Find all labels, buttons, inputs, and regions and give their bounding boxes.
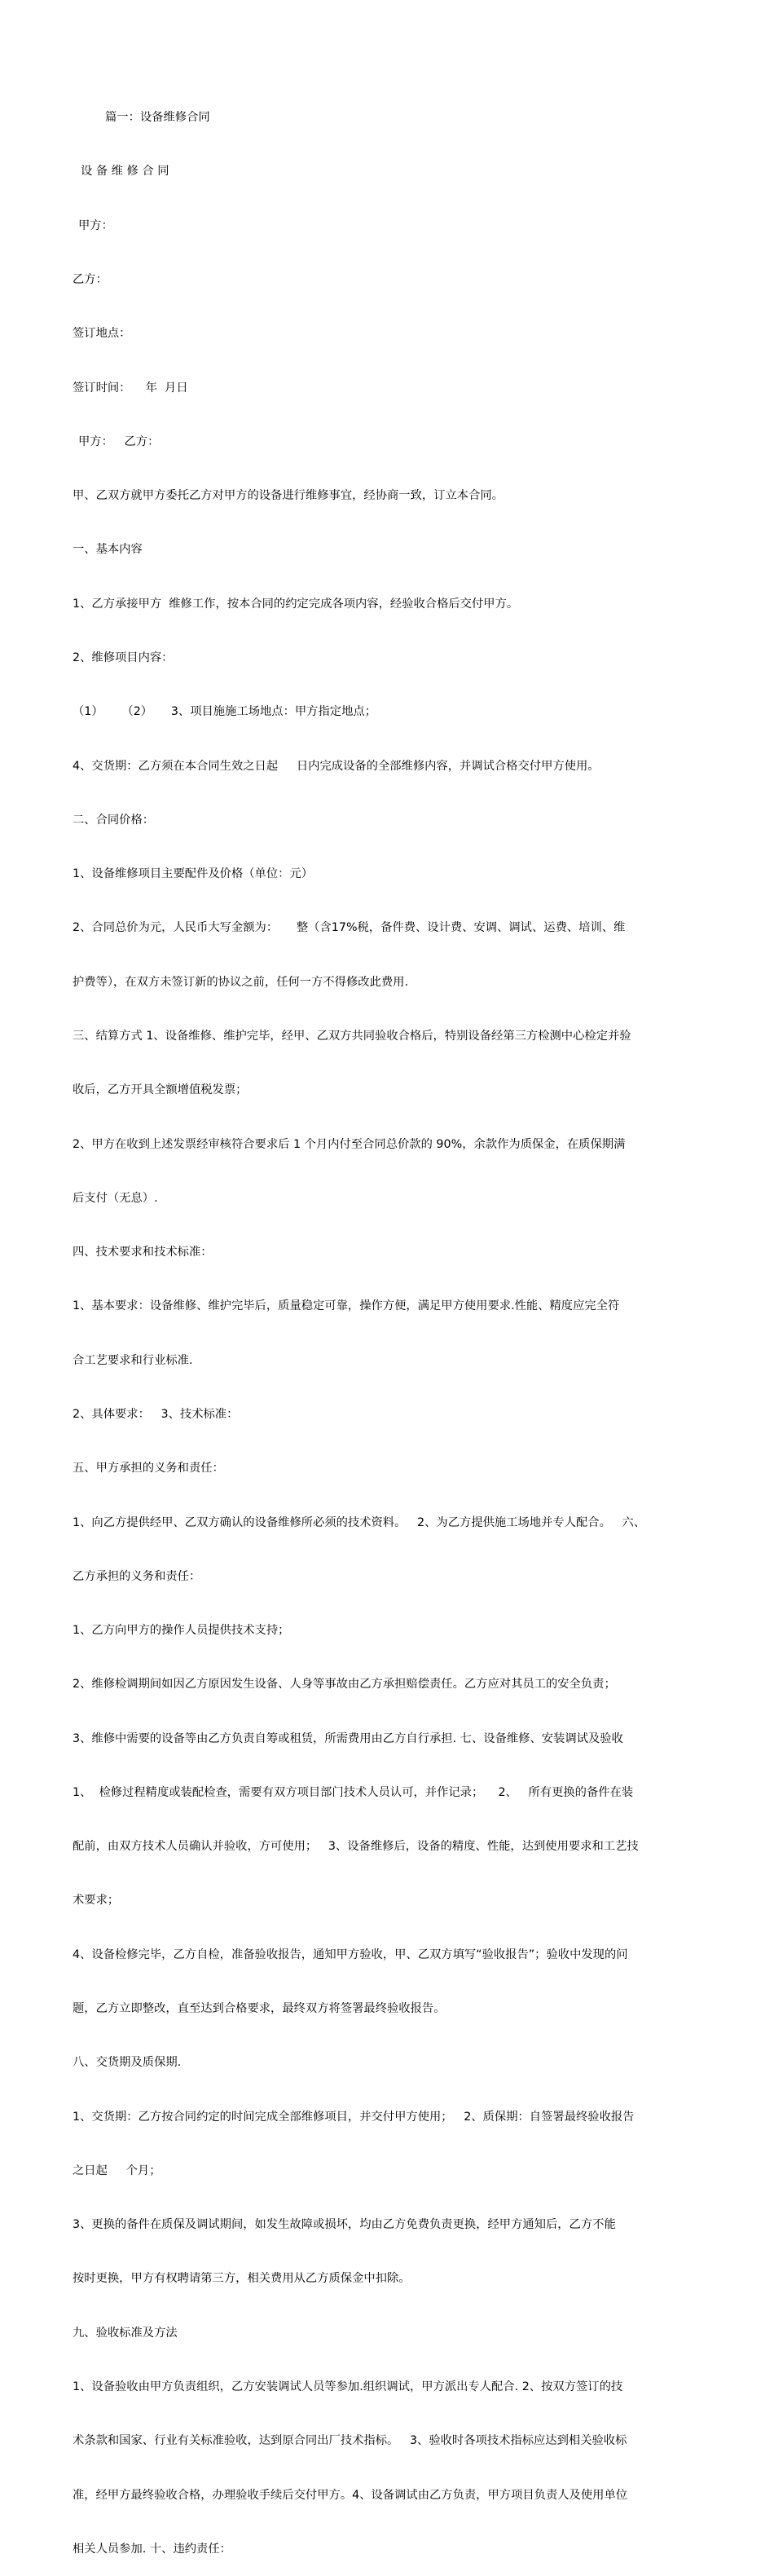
text-line: 3、维修中需要的设备等由乙方负责自筹或租赁，所需费用由乙方自行承担. 七、设备维修、安装调试及验收 (73, 1731, 623, 1745)
text-line: 1、 检修过程精度或装配检查，需要有双方项目部门技术人员认可，并作记录； 2、 所有更换的备件在装 (73, 1785, 634, 1799)
text-line: 1、向乙方提供经甲、乙双方确认的设备维修所必须的技术资料。 2、为乙方提供施工场地并专人配合。 六、 (73, 1515, 646, 1529)
text-line: 配前，由双方技术人员确认并验收，方可使用； 3、设备维修后，设备的精度、性能，达到使用要求和工艺技 (73, 1840, 639, 1854)
text-line: 2、甲方在收到上述发票经审核符合要求后 1 个月内付至合同总价款的 90%，余款作为质保金，在质保期满 (73, 1137, 626, 1151)
text-line: 4、设备检修完毕，乙方自检，准备验收报告，通知甲方验收，甲、乙双方填写“验收报告”；验收中发现的问 (73, 1947, 628, 1961)
text-line: （1） （2） 3、项目施施工场地点：甲方指定地点； (73, 705, 376, 719)
text-line: 2、合同总价为元，人民币大写金额为： 整（含17%税，备件费、设计费、安调、调试、运费、培训、维 (73, 921, 626, 935)
text-line: 3、更换的备件在质保及调试期间，如发生故障或损坏，均由乙方免费负责更换，经甲方通知后，乙方不能 (73, 2218, 616, 2232)
text-line: 术条款和国家、行业有关标准验收，达到原合同出厂技术指标。 3、验收时各项技术指标应达到相关验收标 (73, 2434, 627, 2448)
text-line: 按时更换，甲方有权聘请第三方，相关费用从乙方质保金中扣除。 (73, 2272, 411, 2286)
text-line: 2、维修检调期间如因乙方原因发生设备、人身等事故由乙方承担赔偿责任。乙方应对其员工的安全负责； (73, 1678, 616, 1692)
text-line: 收后，乙方开具全额增值税发票； (73, 1083, 248, 1097)
text-line: 准，经甲方最终验收合格，办理验收手续后交付甲方。4、设备调试由乙方负责，甲方项目负责人及使用单位 (73, 2488, 628, 2502)
text-line: 1、设备维修项目主要配件及价格（单位：元） (73, 867, 314, 881)
text-line: 4、交货期：乙方须在本合同生效之日起 日内完成设备的全部维修内容，并调试合格交付甲方使用。 (73, 759, 600, 773)
text-line: 1、交货期：乙方按合同约定的时间完成全部维修项目，并交付甲方使用； 2、质保期：自签署最终验收报告 (73, 2110, 635, 2124)
section-heading: 四、技术要求和技术标准： (73, 1246, 213, 1259)
text-line: 合工艺要求和行业标准. (73, 1353, 193, 1367)
text-line: 1、乙方承接甲方 维修工作，按本合同的约定完成各项内容，经验收合格后交付甲方。 (73, 597, 519, 611)
section-heading: 九、验收标准及方法 (73, 2326, 178, 2340)
text-line: 护费等），在双方未签订新的协议之前，任何一方不得修改此费用. (73, 975, 409, 989)
section-heading: 二、合同价格： (73, 813, 155, 827)
contract-document (73, 73, 708, 2576)
text-line: 之日起 个月； (73, 2164, 161, 2177)
document-heading: 篇一：设备维修合同 (105, 111, 210, 125)
party-a-label: 甲方： (78, 218, 113, 232)
text-line: 乙方承担的义务和责任： (73, 1569, 201, 1583)
section-heading: 三、结算方式 1、设备维修、维护完毕，经甲、乙双方共同验收合格后，特别设备经第三方检测中心检定并验 (73, 1029, 631, 1043)
contract-title: 设 备 维 修 合 同 (81, 165, 169, 179)
section-heading: 八、交货期及质保期. (73, 2056, 182, 2070)
signing-place: 签订地点： (73, 327, 131, 341)
text-line: 后支付（无息）. (73, 1191, 158, 1205)
text-line: 相关人员参加. 十、违约责任： (73, 2542, 231, 2556)
party-b-label: 乙方： (73, 273, 108, 287)
section-heading: 一、基本内容 (73, 543, 143, 557)
text-line: 2、维修项目内容： (73, 651, 174, 664)
signing-time: 签订时间： 年 月日 (73, 381, 188, 395)
section-heading: 五、甲方承担的义务和责任： (73, 1462, 224, 1475)
preamble: 甲、乙双方就甲方委托乙方对甲方的设备进行维修事宜，经协商一致，订立本合同。 (73, 489, 504, 503)
text-line: 1、基本要求：设备维修、维护完毕后，质量稳定可靠，操作方便，满足甲方使用要求.性能、精度应完全符 (73, 1299, 620, 1313)
text-line: 术要求； (73, 1894, 120, 1908)
text-line: 1、设备验收由甲方负责组织，乙方安装调试人员等参加.组织调试，甲方派出专人配合. 2、按双方签订的技 (73, 2380, 623, 2393)
text-line: 2、具体要求： 3、技术标准： (73, 1407, 239, 1421)
text-line: 1、乙方向甲方的操作人员提供技术支持； (73, 1624, 290, 1638)
parties-line: 甲方： 乙方： (78, 434, 160, 448)
text-line: 题，乙方立即整改，直至达到合格要求，最终双方将签署最终验收报告。 (73, 2002, 446, 2016)
